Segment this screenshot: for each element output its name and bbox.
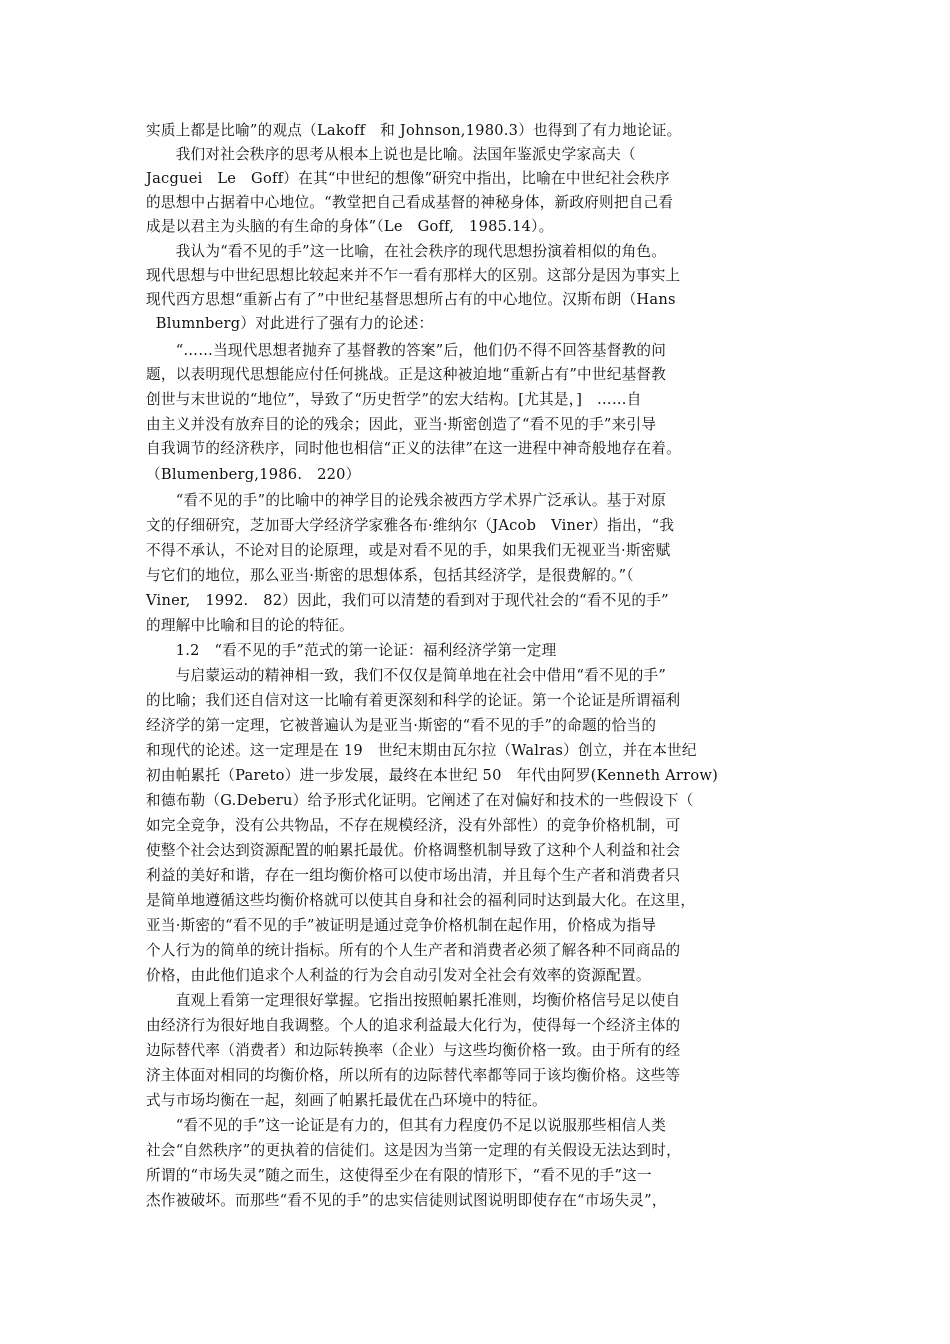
text-line: 实质上都是比喻”的观点（Lakoff 和 Johnson,1980.3）也得到了有力地论证。 <box>146 122 682 139</box>
text-line: 经济学的第一定理，它被普遍认为是亚当·斯密的“看不见的手”的命题的恰当的 <box>146 717 657 734</box>
text-line: “看不见的手”这一论证是有力的，但其有力程度仍不足以说服那些相信人类 <box>146 1117 667 1134</box>
text-line: 使整个社会达到资源配置的帕累托最优。价格调整机制导致了这种个人利益和社会 <box>146 842 681 859</box>
text-line: 济主体面对相同的均衡价格，所以所有的边际替代率都等同于该均衡价格。这些等 <box>146 1067 681 1084</box>
text-line: 的理解中比喻和目的论的特征。 <box>146 617 354 634</box>
text-line: “看不见的手”的比喻中的神学目的论残余被西方学术界广泛承认。基于对原 <box>146 492 667 509</box>
text-line: 价格，由此他们追求个人利益的行为会自动引发对全社会有效率的资源配置。 <box>146 967 651 984</box>
text-line: 如完全竞争，没有公共物品，不存在规模经济，没有外部性）的竞争价格机制，可 <box>146 817 681 834</box>
text-line: 初由帕累托（Pareto）进一步发展，最终在本世纪 50 年代由阿罗(Kenneth Arrow) <box>146 767 719 784</box>
text-line: 我认为“看不见的手”这一比喻，在社会秩序的现代思想扮演着相似的角色。 <box>146 243 667 260</box>
text-line: 不得不承认，不论对目的论原理，或是对看不见的手，如果我们无视亚当·斯密赋 <box>146 542 671 559</box>
text-line: 的比喻；我们还自信对这一比喻有着更深刻和科学的论证。第一个论证是所谓福利 <box>146 692 681 709</box>
text-line: Blumnberg）对此进行了强有力的论述： <box>146 315 434 332</box>
text-line: 与它们的地位，那么亚当·斯密的思想体系，包括其经济学，是很费解的。”（ <box>146 567 634 584</box>
text-line: 和现代的论述。这一定理是在 19 世纪末期由瓦尔拉（Walras）创立，并在本世纪 <box>146 742 697 759</box>
text-line: 社会“自然秩序”的更执着的信徒们。这是因为当第一定理的有关假设无法达到时， <box>146 1142 681 1159</box>
text-line: 自我调节的经济秩序，同时他也相信“正义的法律”在这一进程中神奇般地存在着。 <box>146 440 681 457</box>
section-heading: 1.2 “看不见的手”范式的第一论证：福利经济学第一定理 <box>146 642 557 659</box>
text-line: 所谓的“市场失灵”随之而生，这使得至少在有限的情形下，“看不见的手”这一 <box>146 1167 652 1184</box>
text-line: 利益的美好和谐，存在一组均衡价格可以使市场出清，并且每个生产者和消费者只 <box>146 867 681 884</box>
text-line: 的思想中占据着中心地位。“教堂把自己看成基督的神秘身体，新政府则把自己看 <box>146 194 674 211</box>
text-line: 与启蒙运动的精神相一致，我们不仅仅是简单地在社会中借用“看不见的手” <box>146 667 667 684</box>
text-line: 现代西方思想“重新占有了”中世纪基督思想所占有的中心地位。汉斯布朗（Hans <box>146 291 676 308</box>
text-line: 由经济行为很好地自我调整。个人的追求利益最大化行为，使得每一个经济主体的 <box>146 1017 681 1034</box>
text-line: 题，以表明现代思想能应付任何挑战。正是这种被迫地“重新占有”中世纪基督教 <box>146 366 667 383</box>
text-line: 现代思想与中世纪思想比较起来并不乍一看有那样大的区别。这部分是因为事实上 <box>146 267 681 284</box>
text-line: 创世与末世说的“地位”，导致了“历史哲学”的宏大结构。[尤其是，] ……自 <box>146 391 642 408</box>
text-line: 由主义并没有放弃目的论的残余；因此，亚当·斯密创造了“看不见的手”来引导 <box>146 416 657 433</box>
text-line: 我们对社会秩序的思考从根本上说也是比喻。法国年鉴派史学家高夫（ <box>146 146 636 163</box>
text-line: 个人行为的简单的统计指标。所有的个人生产者和消费者必须了解各种不同商品的 <box>146 942 681 959</box>
text-line: 文的仔细研究，芝加哥大学经济学家雅各布·维纳尔（JAcob Viner）指出，“我 <box>146 517 675 534</box>
text-line: Viner, 1992. 82）因此，我们可以清楚的看到对于现代社会的“看不见的手” <box>146 592 669 609</box>
text-line: 和德布勒（G.Deberu）给予形式化证明。它阐述了在对偏好和技术的一些假设下（ <box>146 792 694 809</box>
text-line: （Blumenberg,1986. 220） <box>146 466 361 483</box>
text-line: Jacguei Le Goff）在其“中世纪的想像”研究中指出，比喻在中世纪社会秩序 <box>146 170 670 187</box>
text-line: 边际替代率（消费者）和边际转换率（企业）与这些均衡价格一致。由于所有的经 <box>146 1042 681 1059</box>
text-line: 杰作被破坏。而那些“看不见的手”的忠实信徒则试图说明即使存在“市场失灵”， <box>146 1192 667 1209</box>
text-line: 亚当·斯密的“看不见的手”被证明是通过竞争价格机制在起作用，价格成为指导 <box>146 917 657 934</box>
text-line: 成是以君主为头脑的有生命的身体”（Le Goff, 1985.14）。 <box>146 218 554 235</box>
text-line: “……当现代思想者抛弃了基督教的答案”后，他们仍不得不回答基督教的问 <box>146 342 667 359</box>
text-line: 式与市场均衡在一起，刻画了帕累托最优在凸环境中的特征。 <box>146 1092 547 1109</box>
text-line: 直观上看第一定理很好掌握。它指出按照帕累托准则，均衡价格信号足以使自 <box>146 992 681 1009</box>
text-line: 是简单地遵循这些均衡价格就可以使其自身和社会的福利同时达到最大化。在这里， <box>146 892 696 909</box>
